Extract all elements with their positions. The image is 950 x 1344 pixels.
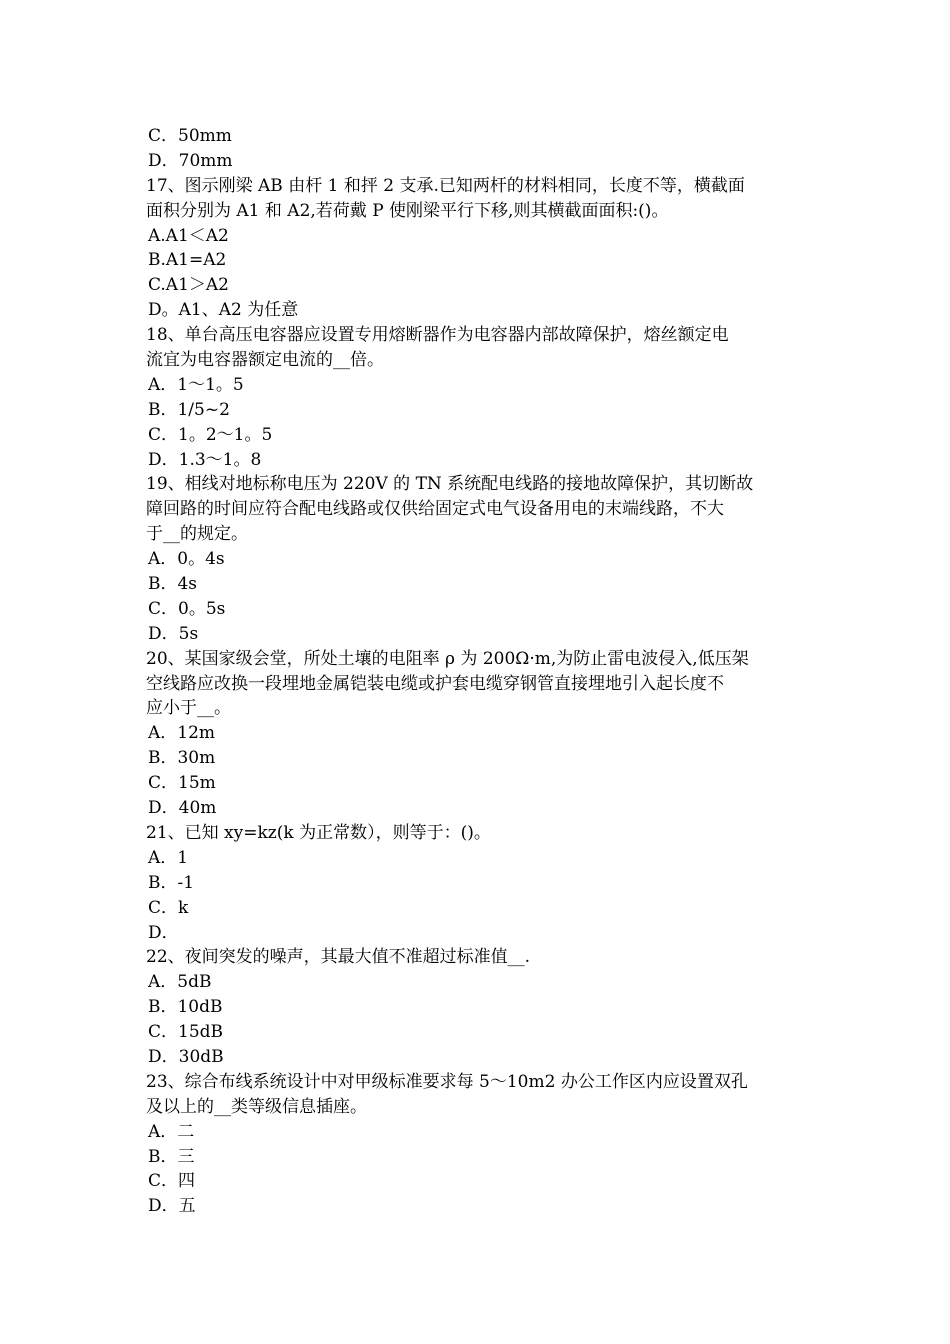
answer-option-line: C．1。2～1。5 bbox=[148, 424, 273, 445]
answer-option-line: D．30dB bbox=[148, 1046, 224, 1067]
question-text-line: 于__的规定。 bbox=[146, 524, 248, 545]
answer-option-line: B．1/5~2 bbox=[148, 399, 230, 420]
question-text-line: 23、综合布线系统设计中对甲级标准要求每 5～10m2 办公工作区内应设置双孔 bbox=[146, 1071, 748, 1092]
answer-option-line: A.A1＜A2 bbox=[148, 225, 229, 246]
answer-option-line: B.A1=A2 bbox=[148, 250, 227, 271]
answer-option-line: D．5s bbox=[148, 623, 199, 644]
answer-option-line: A．二 bbox=[148, 1121, 195, 1142]
answer-option-line: B．30m bbox=[148, 748, 216, 769]
answer-option-line: C．0。5s bbox=[148, 598, 226, 619]
answer-option-line: A．12m bbox=[148, 723, 216, 744]
answer-option-line: D．70mm bbox=[148, 150, 233, 171]
answer-option-line: A．1 bbox=[148, 847, 189, 868]
answer-option-line: D． bbox=[148, 922, 179, 943]
question-text-line: 障回路的时间应符合配电线路或仅供给固定式电气设备用电的末端线路，不大 bbox=[146, 499, 724, 520]
answer-option-line: B．4s bbox=[148, 574, 198, 595]
question-text-line: 18、单台高压电容器应设置专用熔断器作为电容器内部故障保护，熔丝额定电 bbox=[146, 325, 729, 346]
question-text-line: 22、夜间突发的噪声，其最大值不准超过标准值__. bbox=[146, 947, 531, 968]
answer-option-line: C.A1＞A2 bbox=[148, 275, 229, 296]
answer-option-line: B．10dB bbox=[148, 997, 223, 1018]
question-text-line: 及以上的__类等级信息插座。 bbox=[146, 1096, 367, 1117]
answer-option-line: A．0。4s bbox=[148, 549, 225, 570]
answer-option-line: B．-1 bbox=[148, 872, 195, 893]
question-text-line: 面积分别为 A1 和 A2,若荷戴 P 使刚梁平行下移,则其横截面面积:()。 bbox=[146, 200, 669, 221]
question-text-line: 20、某国家级会堂，所处土壤的电阻率 ρ 为 200Ω·m,为防止雷电波侵入,低压架 bbox=[146, 648, 749, 669]
document-page bbox=[146, 124, 810, 1219]
answer-option-line: C．15dB bbox=[148, 1022, 224, 1043]
question-text-line: 19、相线对地标称电压为 220V 的 TN 系统配电线路的接地故障保护，其切断故 bbox=[146, 474, 754, 495]
answer-option-line: C．50mm bbox=[148, 126, 232, 146]
answer-option-line: C．15m bbox=[148, 773, 216, 794]
question-text-line: 空线路应改换一段埋地金属铠装电缆或护套电缆穿钢管直接埋地引入起长度不 bbox=[146, 673, 724, 694]
answer-option-line: C．k bbox=[148, 897, 189, 918]
question-text-line: 21、已知 xy=kz(k 为正常数），则等于：()。 bbox=[146, 822, 491, 843]
answer-option-line: A．5dB bbox=[148, 972, 212, 993]
answer-option-line: B．三 bbox=[148, 1146, 195, 1167]
question-text-line: 流宜为电容器额定电流的__倍。 bbox=[146, 350, 384, 371]
question-text-line: 应小于__。 bbox=[146, 698, 231, 719]
answer-option-line: D。A1、A2 为任意 bbox=[148, 300, 299, 321]
answer-option-line: D．1.3～1。8 bbox=[148, 449, 262, 470]
answer-option-line: C．四 bbox=[148, 1171, 196, 1192]
answer-option-line: D．40m bbox=[148, 798, 217, 819]
question-text-line: 17、图示刚梁 AB 由杆 1 和抨 2 支承.已知两杆的材料相同，长度不等，横截面 bbox=[146, 175, 745, 196]
answer-option-line: A．1～1。5 bbox=[148, 374, 244, 395]
answer-option-line: D．五 bbox=[148, 1196, 196, 1217]
